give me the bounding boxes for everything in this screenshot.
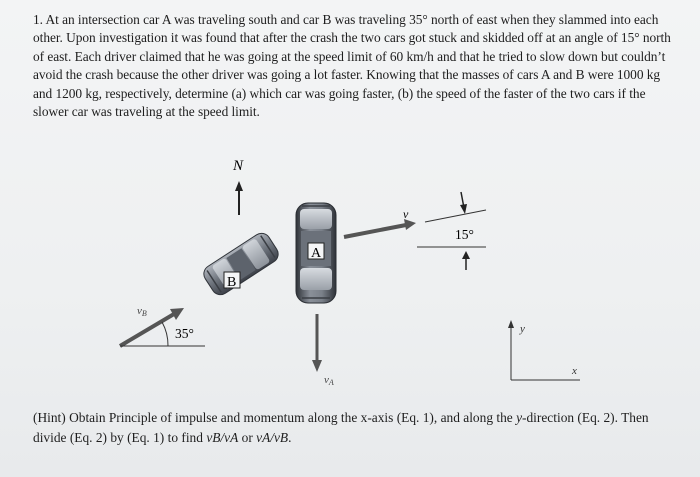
hint-text: (Hint) Obtain Principle of impulse and momentum along the x-axis (Eq. 1), and along the y-direction (Eq. 2). Then divide (Eq. 2) by (Eq. 1) to find vB/vA or vA/vB.	[33, 410, 649, 445]
car-b	[200, 230, 281, 298]
angle-15-label: 15°	[455, 227, 474, 242]
problem-statement: 1. At an intersection car A was traveling south and car B was traveling 35° north of east when they slammed into each other. Upon investigation it was found that after the crash the two cars got stuck and skidded off at an angle of 15° north of east. Each driver claimed that he was going at the speed limit of 60 km/h and that he tried to slow down but couldn’t avoid the crash because the other driver was going a lot faster. Knowing that the masses of cars A and B were 1000 kg and 1200 kg, respectively, determine (a) which car was going faster, (b) the speed of the faster of the two cars if the slower car was traveling at the speed limit.	[33, 12, 671, 120]
north-label: N	[233, 158, 244, 174]
angle-35-label: 35°	[175, 326, 194, 341]
va-arrow	[312, 314, 322, 372]
x-axis-label: x	[572, 365, 577, 377]
va-label: vA	[324, 374, 334, 387]
resultant-velocity-label: v	[403, 207, 409, 221]
vb-label: vB	[137, 305, 147, 318]
y-axis-label: y	[520, 323, 525, 335]
resultant-velocity-arrow	[344, 219, 416, 237]
car-b-label: B	[227, 275, 237, 290]
north-arrow	[235, 181, 243, 215]
coordinate-axes	[508, 320, 580, 380]
angle-15-marker	[417, 192, 486, 270]
car-a-label: A	[311, 246, 322, 261]
